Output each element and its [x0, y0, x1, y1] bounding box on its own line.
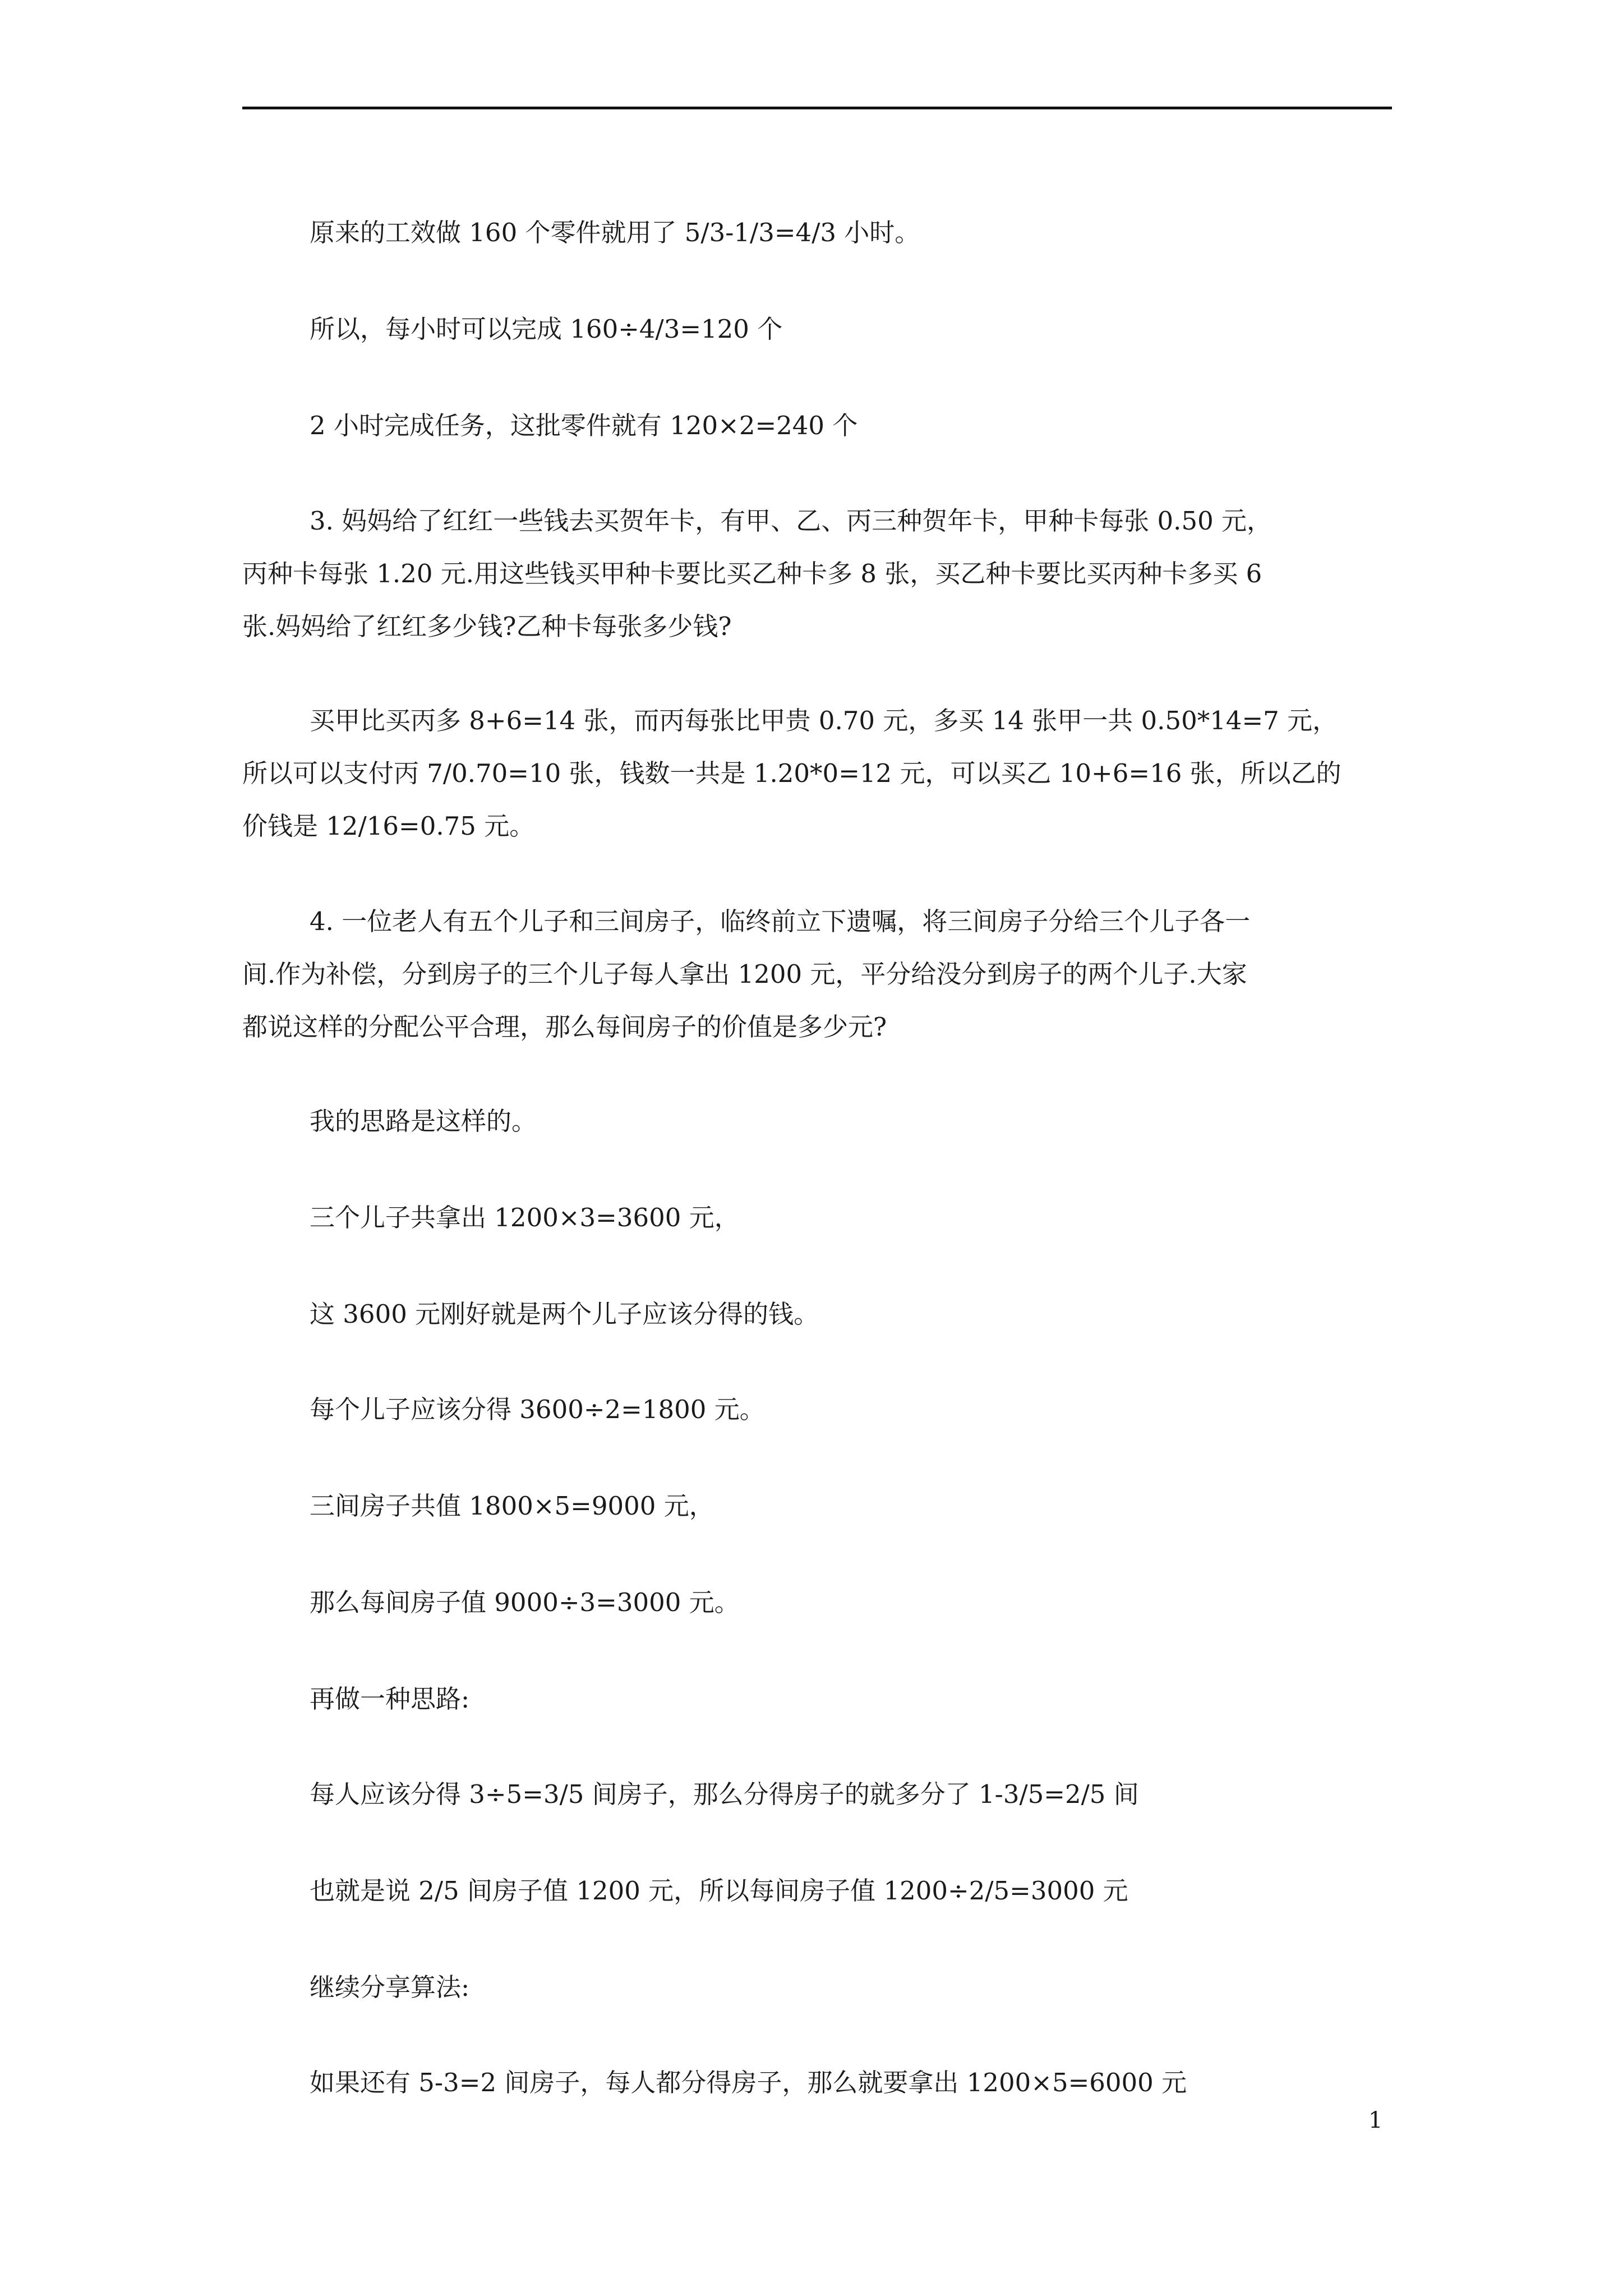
text-line: 我的思路是这样的。: [310, 1106, 537, 1136]
text-line: 所以，每小时可以完成 160÷4/3=120 个: [310, 314, 783, 344]
text-line: 如果还有 5-3=2 间房子，每人都分得房子，那么就要拿出 1200×5=6000 元: [310, 2068, 1187, 2097]
text-line: 三间房子共值 1800×5=9000 元，: [310, 1491, 714, 1521]
question-line: 丙种卡每张 1.20 元.用这些钱买甲种卡要比买乙种卡多 8 张，买乙种卡要比买丙种卡多买 6: [242, 559, 1262, 588]
question-line: 4. 一位老人有五个儿子和三间房子，临终前立下遗嘱，将三间房子分给三个儿子各一: [310, 907, 1251, 936]
text-line: 每个儿子应该分得 3600÷2=1800 元。: [310, 1395, 765, 1424]
header-rule: [242, 107, 1392, 109]
question-line: 都说这样的分配公平合理，那么每间房子的价值是多少元?: [242, 1012, 887, 1042]
text-line: 三个儿子共拿出 1200×3=3600 元，: [310, 1203, 740, 1232]
page-number: 1: [1368, 2108, 1383, 2133]
question-line: 张.妈妈给了红红多少钱?乙种卡每张多少钱?: [242, 611, 732, 641]
text-line: 继续分享算法:: [310, 1972, 470, 2002]
text-line: 这 3600 元刚好就是两个儿子应该分得的钱。: [310, 1299, 819, 1329]
answer-line: 所以可以支付丙 7/0.70=10 张，钱数一共是 1.20*0=12 元，可以买乙 10+6=16 张，所以乙的: [242, 758, 1341, 788]
answer-line: 买甲比买丙多 8+6=14 张，而丙每张比甲贵 0.70 元，多买 14 张甲一共 0.50*14=7 元，: [310, 706, 1338, 735]
text-line: 原来的工效做 160 个零件就用了 5/3-1/3=4/3 小时。: [310, 218, 920, 247]
text-line: 那么每间房子值 9000÷3=3000 元。: [310, 1588, 740, 1617]
text-line: 再做一种思路:: [310, 1684, 470, 1714]
answer-line: 价钱是 12/16=0.75 元。: [242, 811, 535, 841]
question-line: 间.作为补偿，分到房子的三个儿子每人拿出 1200 元，平分给没分到房子的两个儿子.大家: [242, 959, 1247, 989]
text-line: 2 小时完成任务，这批零件就有 120×2=240 个: [310, 411, 858, 440]
question-line: 3. 妈妈给了红红一些钱去买贺年卡，有甲、乙、丙三种贺年卡，甲种卡每张 0.50 元，: [310, 506, 1272, 536]
text-line: 每人应该分得 3÷5=3/5 间房子，那么分得房子的就多分了 1-3/5=2/5 间: [310, 1779, 1139, 1809]
text-line: 也就是说 2/5 间房子值 1200 元，所以每间房子值 1200÷2/5=3000 元: [310, 1876, 1128, 1906]
